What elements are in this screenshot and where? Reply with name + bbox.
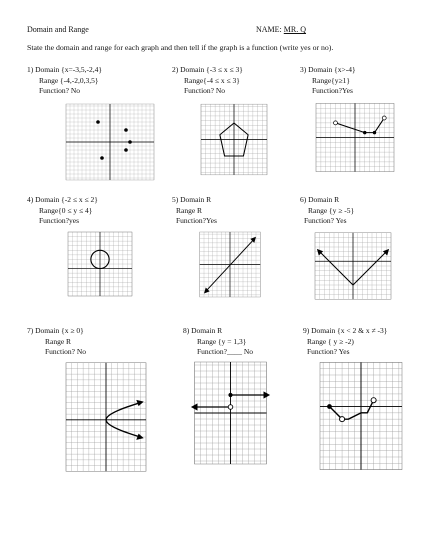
problem-6	[300, 195, 428, 227]
graph-8-point	[228, 393, 232, 397]
problem-7-domain: 7) Domain {x ≥ 0}	[27, 326, 84, 335]
problem-1-range: Range {-4,-2,0,3,5}	[39, 75, 99, 85]
graph-3-open-point	[334, 121, 338, 125]
problem-3-domain: 3) Domain {x>-4}	[300, 65, 356, 74]
graph-3-point	[363, 131, 366, 134]
problem-9-domain: 9) Domain {x < 2 & x ≠ -3}	[303, 326, 388, 335]
problem-1-function: Function? No	[39, 86, 81, 96]
problem-4-function: Function?yes	[39, 216, 79, 226]
graph-8-arrow	[264, 391, 271, 398]
graph-8-plot	[192, 362, 269, 464]
problem-8	[183, 326, 313, 358]
graph-1-point	[128, 140, 132, 144]
graph-4-plot	[68, 232, 132, 296]
problem-8-range: Range {y = 1,3}	[197, 336, 247, 346]
graph-9-plot	[320, 362, 402, 470]
graph-6	[315, 232, 391, 300]
problem-1	[27, 65, 157, 97]
problem-8-function: Function?____ No	[197, 347, 254, 357]
graph-8	[192, 362, 269, 464]
graph-8-arrow	[191, 403, 198, 410]
instructions: State the domain and range for each graph and then tell if the graph is a function (write yes or no).	[27, 43, 334, 52]
graph-1-point	[96, 120, 100, 124]
problem-9	[303, 326, 428, 358]
graph-9-point	[327, 404, 332, 409]
problem-2-domain: 2) Domain {-3 ≤ x ≤ 3}	[172, 65, 243, 74]
graph-3	[316, 103, 394, 172]
problem-3-function: Function?Yes	[312, 86, 353, 96]
problem-5-function: Function?Yes	[176, 216, 217, 226]
problem-6-function: Function? Yes	[304, 216, 347, 226]
graph-8-axes	[195, 362, 267, 464]
problem-5	[172, 195, 302, 227]
problem-6-range: Range {y ≥ -5}	[308, 205, 355, 215]
graph-1-plot	[66, 104, 154, 180]
problem-5-range: Range R	[176, 205, 203, 215]
name-label: NAME:	[256, 25, 282, 34]
problem-4	[27, 195, 157, 227]
problem-6-domain: 6) Domain R	[300, 195, 340, 204]
graph-9-axes	[320, 362, 402, 469]
graph-6-plot	[315, 232, 391, 300]
graph-1-point	[100, 156, 104, 160]
problem-3	[300, 65, 428, 97]
problem-5-domain: 5) Domain R	[172, 195, 212, 204]
graph-1-point	[124, 128, 128, 132]
graph-7	[66, 362, 146, 472]
name-value: MR. Q	[283, 25, 307, 34]
problem-2-range: Range{-4 ≤ x ≤ 3}	[184, 75, 240, 85]
graph-9	[320, 362, 402, 470]
graph-7-axes	[66, 363, 146, 472]
problem-8-domain: 8) Domain R	[183, 326, 223, 335]
problem-2-function: Function? No	[184, 86, 226, 96]
graph-9-open-point	[340, 417, 345, 422]
problem-7	[27, 326, 157, 358]
graph-1-axes	[66, 104, 154, 180]
graph-2	[201, 104, 267, 175]
problem-2	[172, 65, 302, 97]
graph-1	[66, 104, 154, 180]
problem-9-function: Function? Yes	[307, 347, 350, 357]
graph-2-plot	[201, 104, 267, 175]
graph-9-segment	[329, 400, 373, 419]
problem-4-domain: 4) Domain {-2 ≤ x ≤ 2}	[27, 195, 98, 204]
graph-4	[68, 232, 132, 296]
problem-3-range: Range{y≥1}	[312, 75, 350, 85]
graph-3-point	[373, 131, 376, 134]
graph-3-axes	[316, 103, 394, 171]
graph-9-open-point	[371, 398, 376, 403]
graph-2-axes	[201, 104, 267, 175]
graph-7-plot	[66, 362, 146, 472]
problem-9-range: Range { y ≥ -2)	[307, 336, 354, 346]
problem-7-function: Function? No	[45, 347, 87, 357]
graph-3-plot	[316, 103, 394, 172]
name-field	[256, 25, 306, 36]
problem-4-range: Range{0 ≤ y ≤ 4}	[39, 205, 93, 215]
graph-5-plot	[199, 232, 261, 297]
graph-5	[199, 232, 261, 297]
worksheet-title: Domain and Range	[27, 25, 89, 34]
graph-8-open-point	[228, 405, 233, 410]
problem-1-domain: 1) Domain {x=-3,5,-2,4}	[27, 65, 102, 74]
problem-7-range: Range R	[45, 336, 72, 346]
graph-1-point	[124, 148, 128, 152]
graph-3-open-point	[382, 116, 386, 120]
